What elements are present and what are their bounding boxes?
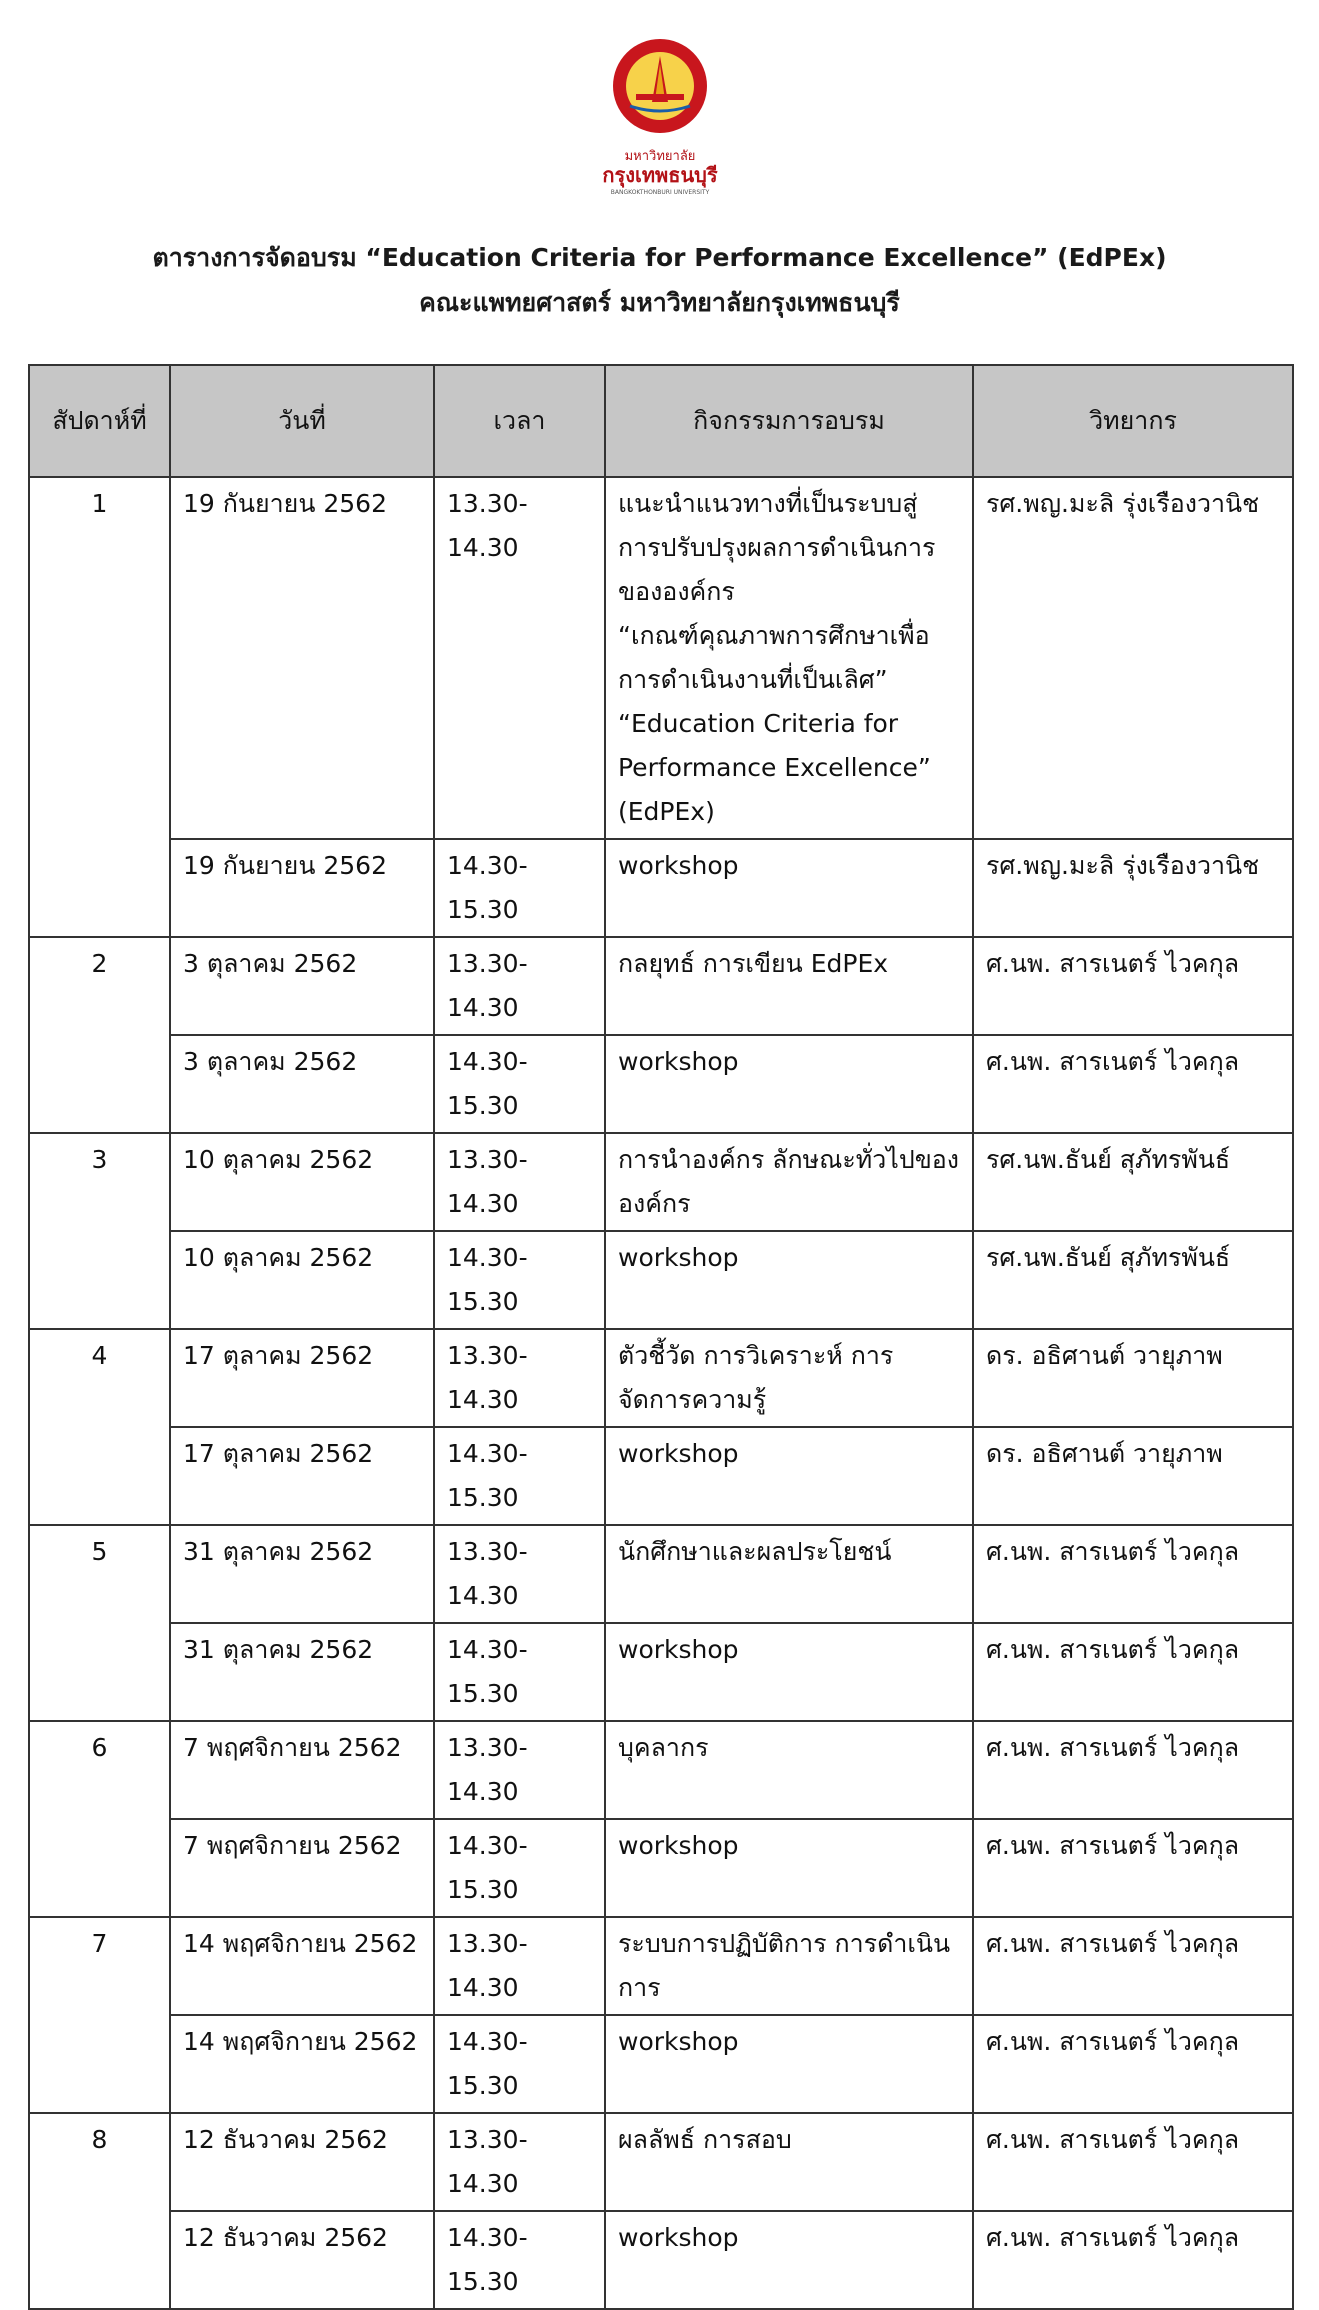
week-number: 6 bbox=[29, 1721, 170, 1917]
column-header-time: เวลา bbox=[434, 365, 605, 477]
logo-caption-th: มหาวิทยาลัย bbox=[624, 149, 696, 164]
week-number: 1 bbox=[29, 477, 170, 937]
column-header-week: สัปดาห์ที่ bbox=[29, 365, 170, 477]
speaker-cell: ศ.นพ. สารเนตร์ ไวคกุล bbox=[973, 1525, 1293, 1623]
activity-cell: workshop bbox=[605, 1427, 973, 1525]
activity-cell: workshop bbox=[605, 2015, 973, 2113]
schedule-table bbox=[28, 364, 1294, 2310]
time-cell: 13.30-14.30 bbox=[434, 1133, 605, 1231]
activity-cell: workshop bbox=[605, 1819, 973, 1917]
table-row bbox=[29, 937, 1293, 1035]
week-number: 3 bbox=[29, 1133, 170, 1329]
time-cell: 14.30-15.30 bbox=[434, 1231, 605, 1329]
activity-cell: ตัวชี้วัด การวิเคราะห์ การจัดการความรู้ bbox=[605, 1329, 973, 1427]
speaker-cell: รศ.พญ.มะลิ รุ่งเรืองวานิช bbox=[973, 839, 1293, 937]
table-header-row bbox=[29, 365, 1293, 477]
date-cell: 3 ตุลาคม 2562 bbox=[170, 937, 434, 1035]
time-cell: 13.30-14.30 bbox=[434, 1525, 605, 1623]
logo-caption-en: BANGKOKTHONBURI UNIVERSITY bbox=[610, 189, 710, 196]
activity-cell: workshop bbox=[605, 1035, 973, 1133]
table-row bbox=[29, 1623, 1293, 1721]
speaker-cell: ดร. อธิศานต์ วายุภาพ bbox=[973, 1427, 1293, 1525]
activity-cell: workshop bbox=[605, 1623, 973, 1721]
speaker-cell: ศ.นพ. สารเนตร์ ไวคกุล bbox=[973, 2113, 1293, 2211]
time-cell: 13.30-14.30 bbox=[434, 1917, 605, 2015]
speaker-cell: ศ.นพ. สารเนตร์ ไวคกุล bbox=[973, 1819, 1293, 1917]
week-number: 8 bbox=[29, 2113, 170, 2309]
table-row bbox=[29, 1427, 1293, 1525]
week-number: 5 bbox=[29, 1525, 170, 1721]
date-cell: 7 พฤศจิกายน 2562 bbox=[170, 1721, 434, 1819]
activity-cell: การนำองค์กร ลักษณะทั่วไปขององค์กร bbox=[605, 1133, 973, 1231]
speaker-cell: รศ.นพ.ธันย์ สุภัทรพันธ์ bbox=[973, 1231, 1293, 1329]
column-header-speaker: วิทยากร bbox=[973, 365, 1293, 477]
speaker-cell: รศ.นพ.ธันย์ สุภัทรพันธ์ bbox=[973, 1133, 1293, 1231]
speaker-cell: ศ.นพ. สารเนตร์ ไวคกุล bbox=[973, 1917, 1293, 2015]
activity-cell: แนะนำแนวทางที่เป็นระบบสู่การปรับปรุงผลการดำเนินการขององค์กร “เกณฑ์คุณภาพการศึกษาเพื่อการดำเนินงานที่เป็นเลิศ” “Education Criteria for Performance Excellence” (EdPEx) bbox=[605, 477, 973, 839]
table-row bbox=[29, 839, 1293, 937]
speaker-cell: ศ.นพ. สารเนตร์ ไวคกุล bbox=[973, 1721, 1293, 1819]
table-row bbox=[29, 2015, 1293, 2113]
date-cell: 17 ตุลาคม 2562 bbox=[170, 1427, 434, 1525]
table-row bbox=[29, 1819, 1293, 1917]
speaker-cell: ศ.นพ. สารเนตร์ ไวคกุล bbox=[973, 1623, 1293, 1721]
activity-cell: ผลลัพธ์ การสอบ bbox=[605, 2113, 973, 2211]
speaker-cell: รศ.พญ.มะลิ รุ่งเรืองวานิช bbox=[973, 477, 1293, 839]
page-title: ตารางการจัดอบรม “Education Criteria for Performance Excellence” (EdPEx) bbox=[152, 243, 1167, 272]
date-cell: 31 ตุลาคม 2562 bbox=[170, 1525, 434, 1623]
activity-cell: workshop bbox=[605, 2211, 973, 2309]
time-cell: 13.30-14.30 bbox=[434, 937, 605, 1035]
speaker-cell: ศ.นพ. สารเนตร์ ไวคกุล bbox=[973, 2211, 1293, 2309]
date-cell: 10 ตุลาคม 2562 bbox=[170, 1231, 434, 1329]
date-cell: 14 พฤศจิกายน 2562 bbox=[170, 2015, 434, 2113]
table-row bbox=[29, 477, 1293, 839]
week-number: 4 bbox=[29, 1329, 170, 1525]
date-cell: 12 ธันวาคม 2562 bbox=[170, 2211, 434, 2309]
column-header-activity: กิจกรรมการอบรม bbox=[605, 365, 973, 477]
activity-cell: workshop bbox=[605, 1231, 973, 1329]
date-cell: 17 ตุลาคม 2562 bbox=[170, 1329, 434, 1427]
time-cell: 14.30-15.30 bbox=[434, 1819, 605, 1917]
table-row bbox=[29, 1721, 1293, 1819]
date-cell: 12 ธันวาคม 2562 bbox=[170, 2113, 434, 2211]
table-row bbox=[29, 1525, 1293, 1623]
page-subtitle: คณะแพทยศาสตร์ มหาวิทยาลัยกรุงเทพธนบุรี bbox=[419, 288, 900, 317]
time-cell: 13.30-14.30 bbox=[434, 1721, 605, 1819]
table-row bbox=[29, 1231, 1293, 1329]
table-body bbox=[29, 477, 1293, 2309]
table-row bbox=[29, 1035, 1293, 1133]
table-row bbox=[29, 1133, 1293, 1231]
date-cell: 19 กันยายน 2562 bbox=[170, 477, 434, 839]
date-cell: 14 พฤศจิกายน 2562 bbox=[170, 1917, 434, 2015]
time-cell: 14.30-15.30 bbox=[434, 1623, 605, 1721]
speaker-cell: ศ.นพ. สารเนตร์ ไวคกุล bbox=[973, 1035, 1293, 1133]
activity-cell: workshop bbox=[605, 839, 973, 937]
time-cell: 13.30-14.30 bbox=[434, 477, 605, 839]
time-cell: 13.30-14.30 bbox=[434, 1329, 605, 1427]
time-cell: 14.30-15.30 bbox=[434, 2211, 605, 2309]
date-cell: 10 ตุลาคม 2562 bbox=[170, 1133, 434, 1231]
speaker-cell: ศ.นพ. สารเนตร์ ไวคกุล bbox=[973, 2015, 1293, 2113]
table-row bbox=[29, 2211, 1293, 2309]
date-cell: 31 ตุลาคม 2562 bbox=[170, 1623, 434, 1721]
time-cell: 14.30-15.30 bbox=[434, 1427, 605, 1525]
activity-cell: กลยุทธ์ การเขียน EdPEx bbox=[605, 937, 973, 1035]
logo-caption-name: กรุงเทพธนบุรี bbox=[602, 163, 718, 187]
time-cell: 14.30-15.30 bbox=[434, 1035, 605, 1133]
activity-cell: นักศึกษาและผลประโยชน์ bbox=[605, 1525, 973, 1623]
university-logo bbox=[560, 24, 760, 196]
date-cell: 3 ตุลาคม 2562 bbox=[170, 1035, 434, 1133]
table-row bbox=[29, 1329, 1293, 1427]
speaker-cell: ดร. อธิศานต์ วายุภาพ bbox=[973, 1329, 1293, 1427]
activity-cell: ระบบการปฏิบัติการ การดำเนินการ bbox=[605, 1917, 973, 2015]
time-cell: 14.30-15.30 bbox=[434, 2015, 605, 2113]
table-row bbox=[29, 2113, 1293, 2211]
column-header-date: วันที่ bbox=[170, 365, 434, 477]
date-cell: 7 พฤศจิกายน 2562 bbox=[170, 1819, 434, 1917]
date-cell: 19 กันยายน 2562 bbox=[170, 839, 434, 937]
week-number: 7 bbox=[29, 1917, 170, 2113]
time-cell: 14.30-15.30 bbox=[434, 839, 605, 937]
table-row bbox=[29, 1917, 1293, 2015]
activity-cell: บุคลากร bbox=[605, 1721, 973, 1819]
week-number: 2 bbox=[29, 937, 170, 1133]
speaker-cell: ศ.นพ. สารเนตร์ ไวคกุล bbox=[973, 937, 1293, 1035]
time-cell: 13.30-14.30 bbox=[434, 2113, 605, 2211]
